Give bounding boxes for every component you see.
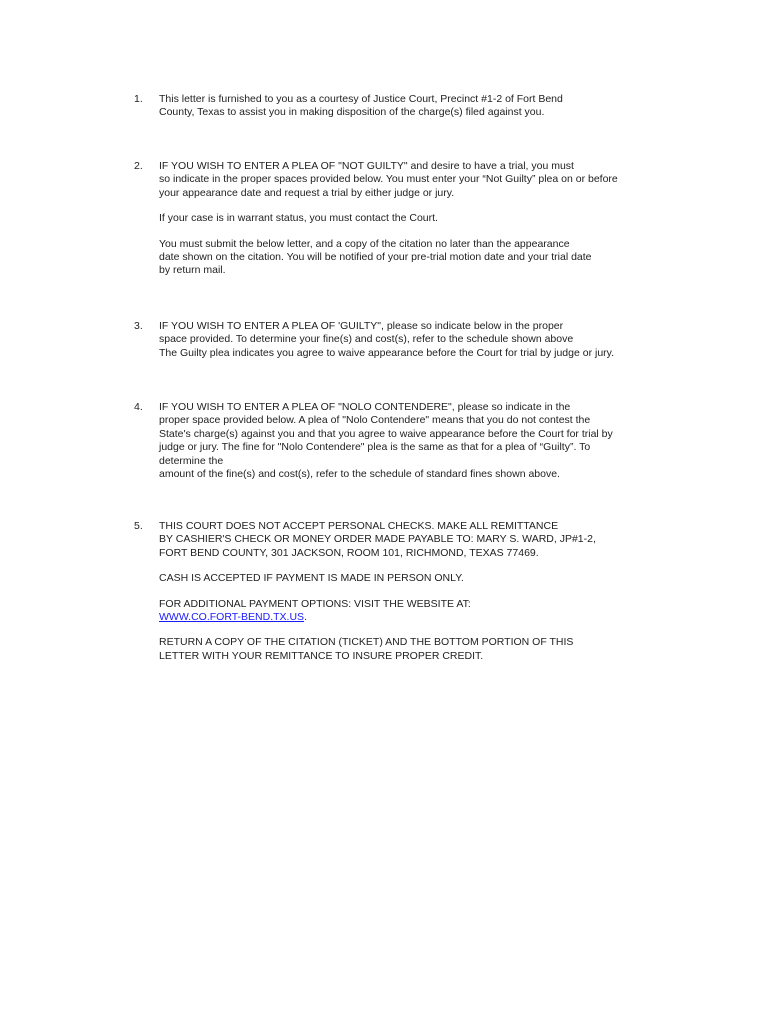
item-number: 2. — [134, 160, 143, 172]
text-line: RETURN A COPY OF THE CITATION (TICKET) AND THE BOTTOM PORTION OF THIS — [159, 636, 574, 649]
item-number: 4. — [134, 401, 143, 413]
paragraph — [159, 93, 669, 120]
text-line: FORT BEND COUNTY, 301 JACKSON, ROOM 101, RICHMOND, TEXAS 77469. — [159, 546, 539, 559]
website-line — [159, 611, 669, 624]
item-body — [159, 520, 669, 663]
paragraph — [159, 636, 669, 663]
paragraph — [159, 401, 669, 481]
text-line: judge or jury. The fine for "Nolo Contendere" plea is the same as that for a plea of “Guilty”. To — [159, 441, 591, 454]
text-line: IF YOU WISH TO ENTER A PLEA OF 'GUILTY", please so indicate below in the proper — [159, 320, 564, 332]
text-line: so indicate in the proper spaces provided below. You must enter your “Not Guilty” plea on or before — [159, 173, 618, 186]
paragraph — [159, 572, 669, 585]
item-number: 3. — [134, 320, 143, 332]
text-line: by return mail. — [159, 264, 226, 277]
text-line: FOR ADDITIONAL PAYMENT OPTIONS: VISIT THE WEBSITE AT: — [159, 597, 471, 610]
paragraph — [159, 598, 669, 625]
text-line: IF YOU WISH TO ENTER A PLEA OF "NOT GUILTY" and desire to have a trial, you must — [159, 160, 574, 172]
text-line: State's charge(s) against you and that you agree to waive appearance before the Court for trial by — [159, 427, 613, 440]
text-line: THIS COURT DOES NOT ACCEPT PERSONAL CHECKS. MAKE ALL REMITTANCE — [159, 520, 559, 532]
text-line: If your case is in warrant status, you must contact the Court. — [159, 212, 438, 225]
text-line: CASH IS ACCEPTED IF PAYMENT IS MADE IN PERSON ONLY. — [159, 572, 464, 585]
paragraph — [159, 160, 669, 200]
text-line: space provided. To determine your fine(s) and cost(s), refer to the schedule shown above — [159, 333, 574, 346]
text-line: This letter is furnished to you as a courtesy of Justice Court, Precinct #1-2 of Fort Bend — [159, 93, 563, 105]
text-line: proper space provided below. A plea of "Nolo Contendere" means that you do not contest the — [159, 414, 591, 427]
paragraph — [159, 238, 669, 278]
text-line: determine the — [159, 454, 224, 467]
item-body — [159, 160, 669, 278]
text-line: County, Texas to assist you in making disposition of the charge(s) filed against you. — [159, 106, 545, 119]
item-number: 5. — [134, 520, 143, 532]
item-number: 1. — [134, 93, 143, 105]
text-line: The Guilty plea indicates you agree to waive appearance before the Court for trial by judge or jury. — [159, 346, 615, 359]
text-line: BY CASHIER'S CHECK OR MONEY ORDER MADE PAYABLE TO: MARY S. WARD, JP#1-2, — [159, 533, 596, 546]
text-line: LETTER WITH YOUR REMITTANCE TO INSURE PROPER CREDIT. — [159, 649, 484, 662]
website-trailing: . — [304, 611, 307, 624]
item-body — [159, 93, 669, 120]
paragraph — [159, 212, 669, 225]
item-body — [159, 320, 669, 360]
website-link[interactable]: WWW.CO.FORT-BEND.TX.US — [159, 611, 305, 624]
text-line: IF YOU WISH TO ENTER A PLEA OF "NOLO CONTENDERE", please so indicate in the — [159, 401, 571, 413]
text-line: amount of the fine(s) and cost(s), refer to the schedule of standard fines shown above. — [159, 468, 560, 481]
item-body — [159, 401, 669, 481]
paragraph — [159, 320, 669, 360]
paragraph — [159, 520, 669, 560]
text-line: date shown on the citation. You will be notified of your pre-trial motion date and your trial date — [159, 251, 592, 264]
text-line: your appearance date and request a trial by either judge or jury. — [159, 186, 455, 199]
text-line: You must submit the below letter, and a copy of the citation no later than the appearance — [159, 237, 570, 250]
